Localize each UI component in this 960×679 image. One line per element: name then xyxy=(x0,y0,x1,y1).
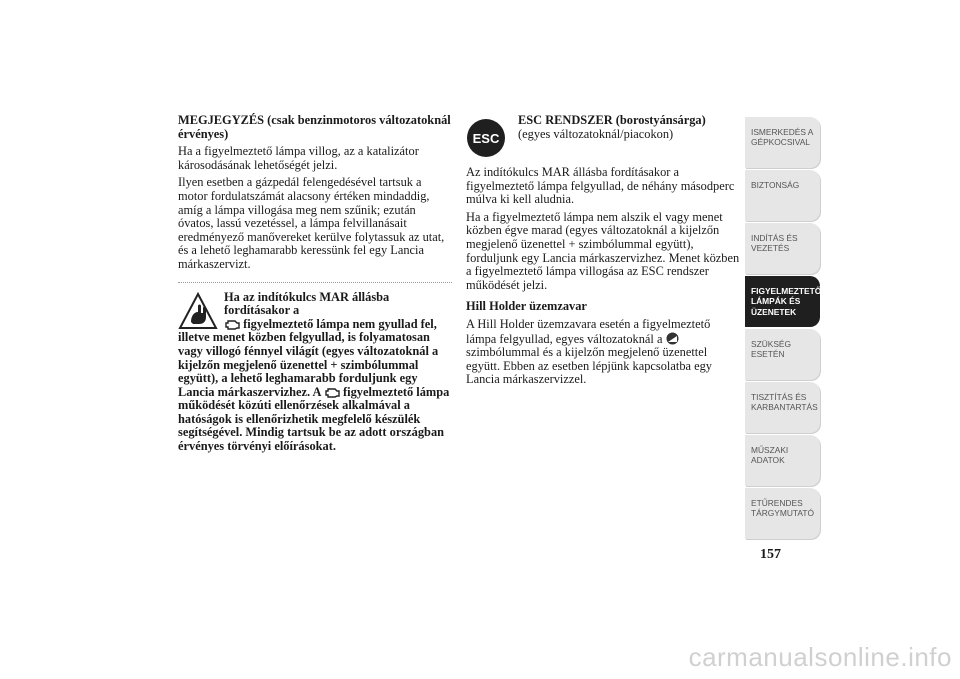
tab-label: ETŰRENDES TÁRGYMUTATÓ xyxy=(751,498,814,519)
right-column xyxy=(466,114,740,391)
tab-inditas[interactable] xyxy=(745,223,820,274)
tab-szukseg[interactable] xyxy=(745,329,820,380)
watermark: carmanualsonline.info xyxy=(688,642,952,672)
warning-box xyxy=(178,291,452,454)
tab-tisztitas[interactable] xyxy=(745,382,820,433)
hill-text-2: szimbólummal és a kijelzőn megjelenő üzenettel együtt. Ebben az esetben lépjünk kapcsolatba egy Lancia márkaszervizzel. xyxy=(466,345,713,387)
tab-biztonsag[interactable] xyxy=(745,170,820,221)
note-paragraph-1: Ha a figyelmeztető lámpa villog, az a katalizátor károsodásának lehetőségét jelzi. xyxy=(178,144,419,172)
hill-holder-paragraph xyxy=(466,318,740,387)
page-number: 157 xyxy=(760,547,781,562)
tab-label: INDÍTÁS ÉS VEZETÉS xyxy=(751,233,798,254)
esc-heading-block xyxy=(466,114,740,160)
hill-text-1: A Hill Holder üzemzavara esetén a figyelmeztető lámpa felgyullad, egyes változatoknál a xyxy=(466,316,711,346)
tab-figyelmezteto[interactable] xyxy=(745,276,820,327)
note-paragraph-2: Ilyen esetben a gázpedál felengedésével tartsuk a motor fordulatszámát alacsony értéken mindaddig, amíg a lámpa villogása meg nem szűnik; ezután óvatos, lassú vezetéssel, a lámpa felvillanásait eredményező manővereket kerülve folytassuk az utat, és a lehető leghamarabb keressünk fel egy Lancia márkaszervizt. xyxy=(178,175,445,271)
warning-text-2: figyelmeztető lámpa nem gyullad fel, illetve menet közben felgyullad, is folyamatosan vagy villogó fénnyel világít (egyes változatoknál a kijelzőn megjelenő üzenettel + szimbólummal együtt), a lehető leghamarabb forduljunk egy Lancia márkaszervizhez. A xyxy=(178,316,439,399)
esc-subheading: (egyes változatoknál/piacokon) xyxy=(518,126,674,141)
chapter-tabs xyxy=(745,117,820,541)
tab-targymutato[interactable] xyxy=(745,488,820,539)
esc-paragraph-2: Ha a figyelmeztető lámpa nem alszik el vagy menet közben égve marad (egyes változatoknál a kijelzőn megjelenő üzenettel + szimbólummal együtt), forduljunk egy Lancia márkaszervizhez. Menet közben a figyelmeztető lámpa villogása az ESC rendszer működését jelzi. xyxy=(466,209,740,292)
esc-section xyxy=(466,114,740,160)
esc-icon xyxy=(466,118,506,158)
note-heading: MEGJEGYZÉS (csak benzinmotoros változatoknál érvényes) xyxy=(178,113,451,141)
engine-check-icon-2 xyxy=(324,386,340,398)
tab-label: TISZTÍTÁS ÉS KARBANTARTÁS xyxy=(751,392,818,413)
esc-icon-text: ESC xyxy=(472,131,500,146)
tab-label: BIZTONSÁG xyxy=(751,180,800,190)
left-column xyxy=(178,114,452,454)
tab-ismerkedes[interactable] xyxy=(745,117,820,168)
hill-holder-heading: Hill Holder üzemzavar xyxy=(466,299,587,314)
tab-muszaki[interactable] xyxy=(745,435,820,486)
divider xyxy=(178,282,452,283)
hand-warning-icon xyxy=(178,291,218,331)
esc-heading: ESC RENDSZER (borostyánsárga) xyxy=(518,113,706,127)
tab-label: SZÜKSÉG ESETÉN xyxy=(751,339,792,360)
warning-text-3: figyelmeztető lámpa működését közúti ellenőrzések alkalmával a hatóságok is ellenőrizhetik megfelelő készülék segítségével. Mindig tartsuk be az adott országban érvényes törvényi előírásokat. xyxy=(178,384,450,454)
tab-label: FIGYELMEZTETŐ LÁMPÁK ÉS ÜZENETEK xyxy=(751,286,822,317)
warning-text-1: Ha az indítókulcs MAR állásba fordításakor a xyxy=(224,289,390,318)
tab-label: MŰSZAKI ADATOK xyxy=(751,445,789,466)
warning-line-2 xyxy=(178,317,449,453)
esc-paragraph-1: Az indítókulcs MAR állásba fordításakor a figyelmeztető lámpa felgyullad, de néhány másodperc múlva ki kell aludnia. xyxy=(466,165,735,207)
hill-holder-icon xyxy=(666,332,679,345)
tab-label: ISMERKEDÉS A GÉPKOCSIVAL xyxy=(751,127,813,148)
engine-check-icon xyxy=(224,318,240,330)
